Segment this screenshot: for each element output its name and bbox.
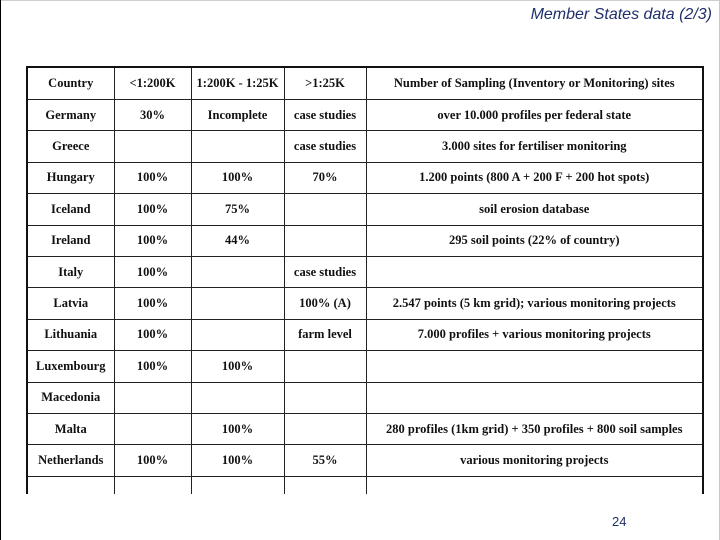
scale-small-cell: 100% <box>114 225 191 256</box>
country-cell: Greece <box>28 131 114 162</box>
table-row <box>28 256 702 287</box>
header-country: Country <box>28 68 114 100</box>
scale-medium-cell <box>191 288 284 319</box>
table-row <box>28 413 702 444</box>
header-scale-large: >1:25K <box>284 68 366 100</box>
scale-medium-cell <box>191 131 284 162</box>
table-row <box>28 382 702 413</box>
scale-small-cell <box>114 413 191 444</box>
scale-small-cell: 100% <box>114 288 191 319</box>
country-cell: Netherlands <box>28 445 114 476</box>
sampling-sites-cell: 3.000 sites for fertiliser monitoring <box>366 131 702 162</box>
scale-medium-cell: Incomplete <box>191 100 284 131</box>
country-cell: Ireland <box>28 225 114 256</box>
table-body <box>28 100 702 495</box>
sampling-sites-cell <box>366 476 702 494</box>
country-cell: Latvia <box>28 288 114 319</box>
member-states-table <box>28 68 702 494</box>
scale-medium-cell: 44% <box>191 225 284 256</box>
table-row <box>28 351 702 382</box>
scale-large-cell: 70% <box>284 162 366 193</box>
sampling-sites-cell <box>366 382 702 413</box>
scale-small-cell: 100% <box>114 319 191 350</box>
scale-large-cell: case studies <box>284 100 366 131</box>
table-row <box>28 162 702 193</box>
table-row <box>28 131 702 162</box>
scale-large-cell <box>284 476 366 494</box>
country-cell: Luxembourg <box>28 351 114 382</box>
country-cell: Hungary <box>28 162 114 193</box>
scale-small-cell: 30% <box>114 100 191 131</box>
scale-small-cell <box>114 476 191 494</box>
sampling-sites-cell: soil erosion database <box>366 194 702 225</box>
scale-large-cell: case studies <box>284 256 366 287</box>
header-scale-medium: 1:200K - 1:25K <box>191 68 284 100</box>
table-header-row <box>28 68 702 100</box>
scale-small-cell: 100% <box>114 445 191 476</box>
page-number: 24 <box>612 514 627 529</box>
scale-medium-cell: 100% <box>191 413 284 444</box>
header-scale-small: <1:200K <box>114 68 191 100</box>
country-cell <box>28 476 114 494</box>
scale-small-cell: 100% <box>114 162 191 193</box>
scale-small-cell: 100% <box>114 256 191 287</box>
table-row <box>28 319 702 350</box>
sampling-sites-cell: 295 soil points (22% of country) <box>366 225 702 256</box>
scale-small-cell: 100% <box>114 194 191 225</box>
scale-medium-cell: 100% <box>191 351 284 382</box>
sampling-sites-cell <box>366 256 702 287</box>
header-sampling-sites: Number of Sampling (Inventory or Monitoring) sites <box>366 68 702 100</box>
scale-large-cell: case studies <box>284 131 366 162</box>
table-row <box>28 194 702 225</box>
slide-left-border <box>0 0 1 540</box>
table-row <box>28 476 702 494</box>
country-cell: Iceland <box>28 194 114 225</box>
scale-large-cell: farm level <box>284 319 366 350</box>
sampling-sites-cell: over 10.000 profiles per federal state <box>366 100 702 131</box>
scale-small-cell: 100% <box>114 351 191 382</box>
scale-medium-cell <box>191 476 284 494</box>
scale-large-cell <box>284 351 366 382</box>
country-cell: Lithuania <box>28 319 114 350</box>
scale-medium-cell: 75% <box>191 194 284 225</box>
scale-medium-cell <box>191 319 284 350</box>
scale-large-cell <box>284 413 366 444</box>
slide-title: Member States data (2/3) <box>530 6 712 23</box>
sampling-sites-cell: 280 profiles (1km grid) + 350 profiles + 800 soil samples <box>366 413 702 444</box>
table-row <box>28 288 702 319</box>
scale-large-cell: 55% <box>284 445 366 476</box>
country-cell: Macedonia <box>28 382 114 413</box>
scale-small-cell <box>114 382 191 413</box>
member-states-table-container <box>26 66 704 494</box>
scale-large-cell: 100% (A) <box>284 288 366 319</box>
country-cell: Italy <box>28 256 114 287</box>
country-cell: Malta <box>28 413 114 444</box>
sampling-sites-cell: 1.200 points (800 A + 200 F + 200 hot spots) <box>366 162 702 193</box>
country-cell: Germany <box>28 100 114 131</box>
scale-medium-cell: 100% <box>191 162 284 193</box>
scale-large-cell <box>284 382 366 413</box>
scale-large-cell <box>284 194 366 225</box>
table-row <box>28 225 702 256</box>
table-row <box>28 445 702 476</box>
sampling-sites-cell <box>366 351 702 382</box>
sampling-sites-cell: 2.547 points (5 km grid); various monitoring projects <box>366 288 702 319</box>
scale-large-cell <box>284 225 366 256</box>
scale-small-cell <box>114 131 191 162</box>
scale-medium-cell: 100% <box>191 445 284 476</box>
sampling-sites-cell: 7.000 profiles + various monitoring projects <box>366 319 702 350</box>
table-row <box>28 100 702 131</box>
scale-medium-cell <box>191 382 284 413</box>
sampling-sites-cell: various monitoring projects <box>366 445 702 476</box>
slide-top-border <box>0 0 720 1</box>
scale-medium-cell <box>191 256 284 287</box>
